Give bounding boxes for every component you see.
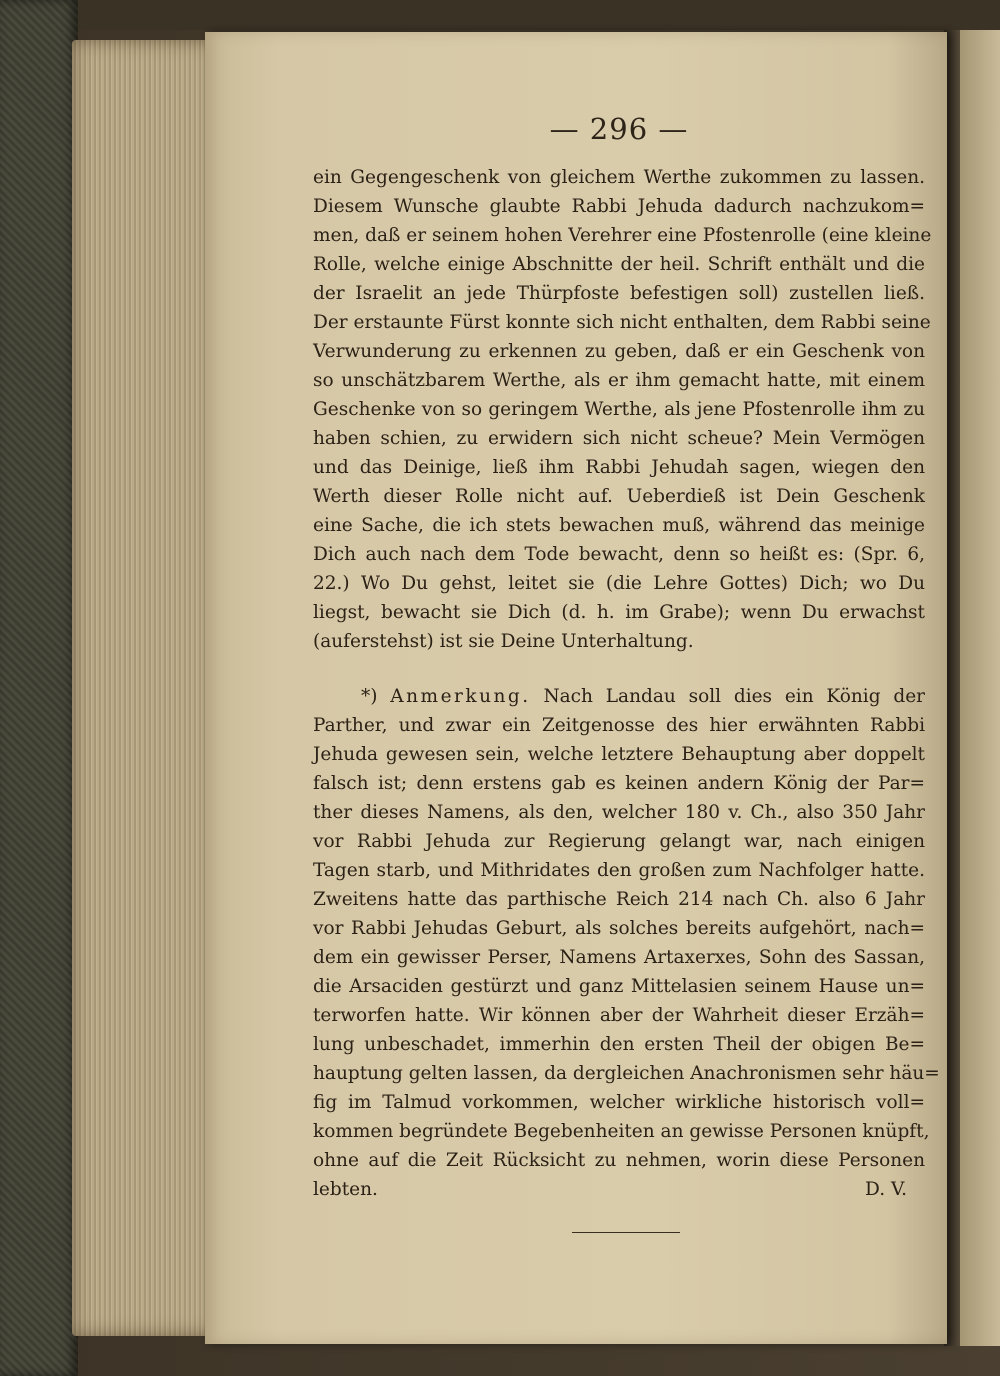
paragraph-gap xyxy=(313,656,925,682)
text-line: 22.) Wo Du gehst, leitet sie (die Lehre Gottes) Dich; wo Du xyxy=(313,573,925,594)
text-line: die Arsaciden gestürzt und ganz Mittelasien seinem Hause un= xyxy=(313,976,925,997)
text-line: Der erstaunte Fürst konnte sich nicht enthalten, dem Rabbi seine xyxy=(313,312,931,333)
text-line: Diesem Wunsche glaubte Rabbi Jehuda dadurch nachzukom= xyxy=(313,196,925,217)
note-paragraph xyxy=(313,711,940,1175)
text-line: dem ein gewisser Perser, Namens Artaxerxes, Sohn des Sassan, xyxy=(313,947,925,968)
book-cover-edge xyxy=(0,0,78,1376)
text-line: falsch ist; denn erstens gab es keinen andern König der Par= xyxy=(313,773,925,794)
note-heading: Anmerkung. xyxy=(390,686,531,707)
page-number: — 296 — xyxy=(549,112,689,146)
text-line: Dich auch nach dem Tode bewacht, denn so heißt es: (Spr. 6, xyxy=(313,544,925,565)
note-last-line: lebten. xyxy=(313,1179,378,1200)
note-first-text: Nach Landau soll dies ein König der xyxy=(543,686,925,707)
text-line: Verwunderung zu erkennen zu geben, daß er ein Geschenk von xyxy=(313,341,925,362)
page-body xyxy=(313,163,940,1204)
facing-page-edge xyxy=(960,30,1000,1346)
text-line: lung unbeschadet, immerhin den ersten Theil der obigen Be= xyxy=(313,1034,925,1055)
text-line: kommen begründete Begebenheiten an gewisse Personen knüpft, xyxy=(313,1121,930,1142)
note-closing-line xyxy=(313,1175,925,1204)
text-line: vor Rabbi Jehudas Geburt, als solches bereits aufgehört, nach= xyxy=(313,918,925,939)
text-line: Rolle, welche einige Abschnitte der heil. Schrift enthält und die xyxy=(313,254,925,275)
text-line: haben schien, zu erwidern sich nicht scheue? Mein Vermögen xyxy=(313,428,925,449)
text-line: der Israelit an jede Thürpfoste befestigen soll) zustellen ließ. xyxy=(313,283,925,304)
text-line: vor Rabbi Jehuda zur Regierung gelangt war, nach einigen xyxy=(313,831,925,852)
text-line: ohne auf die Zeit Rücksicht zu nehmen, worin diese Personen xyxy=(313,1150,925,1171)
text-line: Parther, und zwar ein Zeitgenosse des hier erwähnten Rabbi xyxy=(313,715,925,736)
text-line: liegst, bewacht sie Dich (d. h. im Grabe); wenn Du erwachst xyxy=(313,602,925,623)
closing-rule xyxy=(572,1232,680,1233)
author-signature: D. V. xyxy=(865,1179,907,1200)
note-marker: *) xyxy=(361,686,378,707)
note-first-line xyxy=(313,682,925,711)
text-line: ther dieses Namens, als den, welcher 180 v. Ch., also 350 Jahr xyxy=(313,802,925,823)
text-line: hauptung gelten lassen, da dergleichen Anachronismen sehr häu= xyxy=(313,1063,940,1084)
text-line: und das Deinige, ließ ihm Rabbi Jehudah sagen, wiegen den xyxy=(313,457,925,478)
text-line: (auferstehst) ist sie Deine Unterhaltung. xyxy=(313,631,694,652)
text-line: terworfen hatte. Wir können aber der Wahrheit dieser Erzäh= xyxy=(313,1005,925,1026)
text-line: Zweitens hatte das parthische Reich 214 nach Ch. also 6 Jahr xyxy=(313,889,925,910)
page-stack-edge xyxy=(72,40,222,1336)
text-line: ein Gegengeschenk von gleichem Werthe zukommen zu lassen. xyxy=(313,167,925,188)
text-line: Geschenke von so geringem Werthe, als jene Pfostenrolle ihm zu xyxy=(313,399,925,420)
background-top xyxy=(0,0,1000,30)
main-paragraph xyxy=(313,163,932,656)
text-line: Werth dieser Rolle nicht auf. Ueberdieß ist Dein Geschenk xyxy=(313,486,925,507)
text-line: men, daß er seinem hohen Verehrer eine Pfostenrolle (eine kleine xyxy=(313,225,932,246)
text-line: Tagen starb, und Mithridates den großen zum Nachfolger hatte. xyxy=(313,860,925,881)
text-line: fig im Talmud vorkommen, welcher wirkliche historisch voll= xyxy=(313,1092,925,1113)
text-line: Jehuda gewesen sein, welche letztere Behauptung aber doppelt xyxy=(313,744,925,765)
text-line: eine Sache, die ich stets bewachen muß, während das meinige xyxy=(313,515,925,536)
text-line: so unschätzbarem Werthe, als er ihm gemacht hatte, mit einem xyxy=(313,370,925,391)
